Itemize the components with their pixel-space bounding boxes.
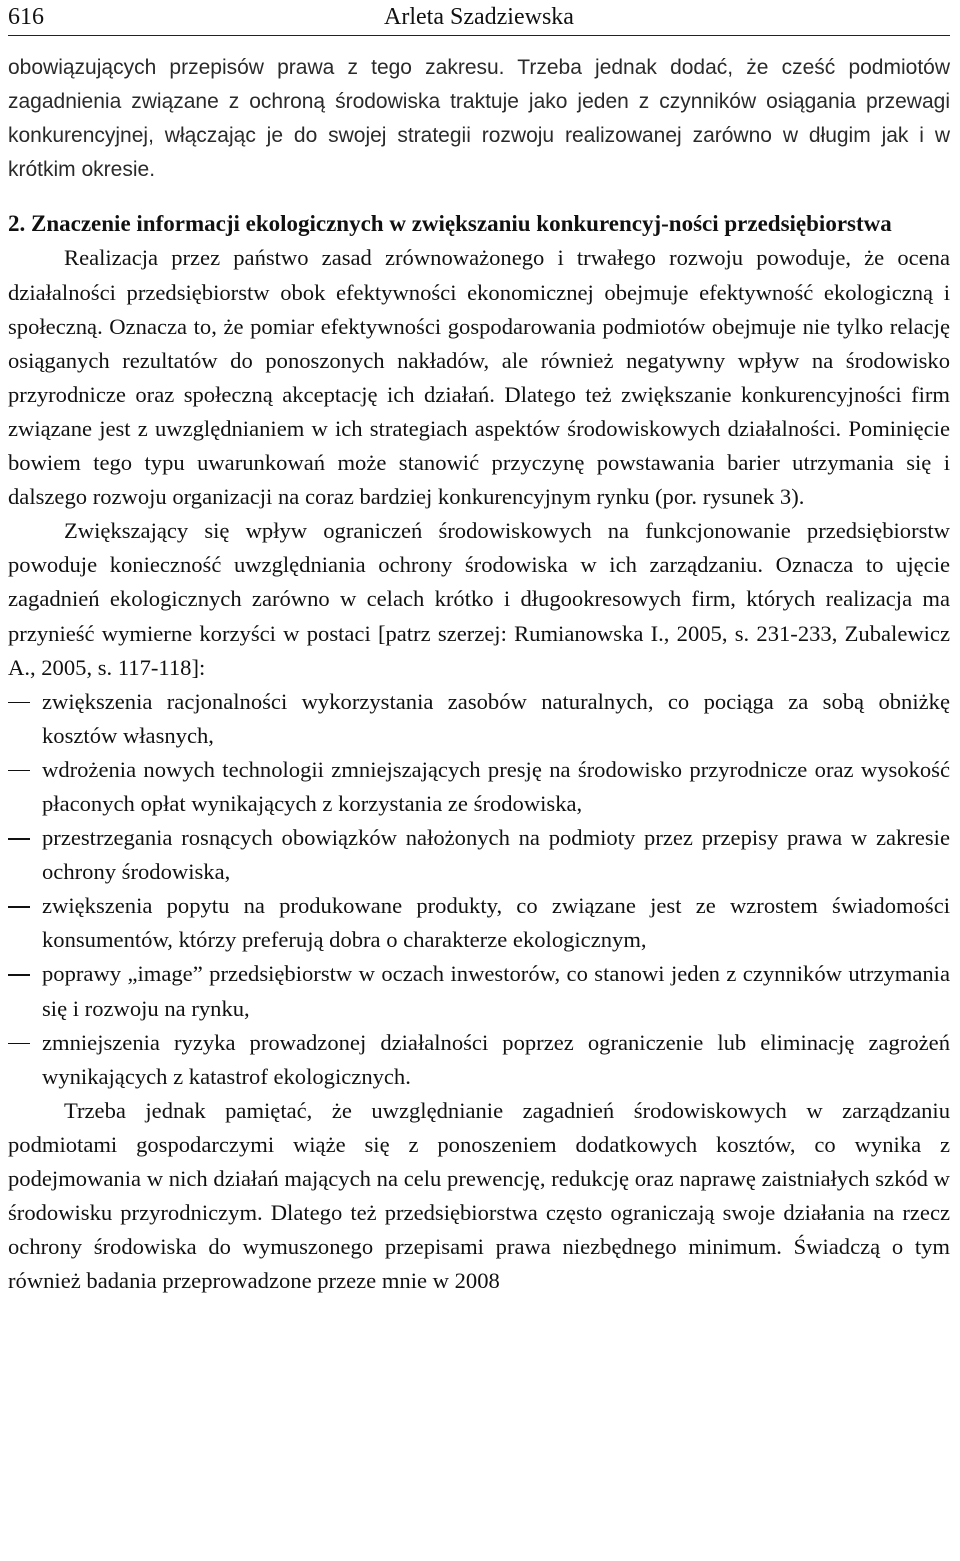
list-item [8,753,950,821]
list-item-text: zmniejszenia ryzyka prowadzonej działalności poprzez ograniczenie lub eliminację zagrożeń wynikających z katastrof ekologicznych. [42,1029,950,1089]
section-paragraph-3: Trzeba jednak pamiętać, że uwzględnianie zagadnień środowiskowych w zarządzaniu podmiotami gospodarczymi wiąże się z ponoszeniem dodatkowych kosztów, co wynika z podejmowania w nich działań mających na celu prewencję, redukcję oraz naprawę zaistniałych szkód w środowisku przyrodniczym. Dlatego też przedsiębiorstwa często ograniczają swoje działania na rzecz ochrony środowiska do wymuszonego przepisami prawa niezbędnego minimum. Świadczą o tym również badania przeprowadzone przeze mnie w 2008 [8,1097,950,1294]
section-paragraph-2: Zwiększający się wpływ ograniczeń środowiskowych na funkcjonowanie przedsiębiorstw powoduje konieczność uwzględniania ochrony środowiska w ich zarządzaniu. Oznacza to ujęcie zagadnień ekologicznych zarówno w celach krótko i długookresowych firm, których realizacja ma przynieść wymierne korzyści w postaci [patrz szerzej: Rumianowska I., 2005, s. 231-233, Zubalewicz A., 2005, s. 117-118]: [8,518,950,680]
dash-bullet-icon [8,838,30,840]
dash-bullet-icon [8,770,30,772]
list-item [8,821,950,889]
list-item [8,889,950,957]
page-number: 616 [8,4,44,30]
dash-bullet-icon [8,702,30,704]
list-item [8,685,950,753]
section-paragraph-1: Realizacja przez państwo zasad zrównoważonego i trwałego rozwoju powoduje, że ocena działalności przedsiębiorstw obok efektywności ekonomicznej obejmuje efektywność ekologiczną i społeczną. Oznacza to, że pomiar efektywności gospodarowania podmiotów obejmuje nie tylko relację osiąganych rezultatów do ponoszonych nakładów, ale również negatywny wpływ na środowisko przyrodnicze oraz społeczną akceptację ich działań. Dlatego też zwiększanie konkurencyjności firm związane jest z uwzględnianiem w ich strategiach aspektów środowiskowych działalności. Pominięcie bowiem tego typu uwarunkowań może stanowić przyczynę powstawania barier utrzymania się i dalszego rozwoju organizacji na coraz bardziej konkurencyjnym rynku (por. rysunek 3). [8,245,950,510]
running-header [8,0,950,36]
list-item-text: zwiększenia popytu na produkowane produkty, co związane jest ze wzrostem świadomości konsumentów, którzy preferują dobra o charakterze ekologicznym, [42,893,950,953]
intro-paragraph: obowiązujących przepisów prawa z tego zakresu. Trzeba jednak dodać, że cześć podmiotów zagadnienia związane z ochroną środowiska traktuje jako jeden z czynników osiągania przewagi konkurencyjnej, włączając je do swojej strategii rozwoju realizowanej zarówno w długim jak i w krótkim okresie. [8,56,950,182]
list-item-text: zwiększenia racjonalności wykorzystania zasobów naturalnych, co pociąga za sobą obniżkę kosztów własnych, [42,688,950,748]
list-item-text: wdrożenia nowych technologii zmniejszających presję na środowisko przyrodnicze oraz wysokość płaconych opłat wynikających z korzystania ze środowiska, [42,756,950,816]
dash-bullet-icon [8,906,30,908]
list-item-text: przestrzegania rosnących obowiązków nałożonych na podmioty przez przepisy prawa w zakresie ochrony środowiska, [42,825,950,885]
section-heading: 2. Znaczenie informacji ekologicznych w zwiększaniu konkurencyj-ności przedsiębiorstwa [8,211,892,237]
author-name: Arleta Szadziewska [384,4,574,30]
benefits-list [8,685,950,1094]
list-item-text: poprawy „image” przedsiębiorstw w oczach inwestorów, co stanowi jeden z czynników utrzymania się i rozwoju na rynku, [42,961,950,1021]
list-item [8,1026,950,1094]
list-item [8,957,950,1025]
dash-bullet-icon [8,974,30,976]
body-text [8,51,950,1298]
dash-bullet-icon [8,1043,30,1045]
